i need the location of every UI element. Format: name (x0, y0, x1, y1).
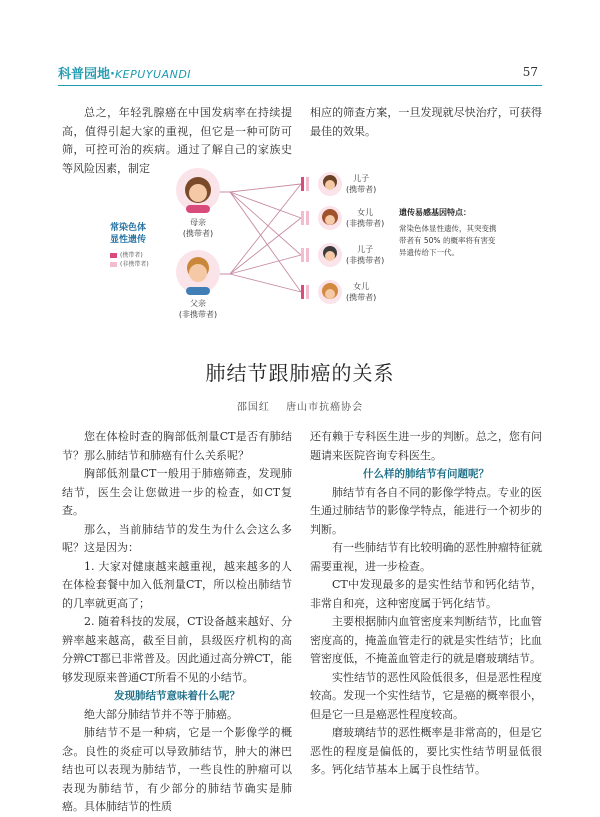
child-name: 儿子 (353, 174, 370, 183)
carrier-swatch (110, 253, 117, 258)
legend-title-line2: 显性遗传 (110, 235, 147, 245)
paragraph: 您在体检时查的胸部低剂量CT是否有肺结节？那么肺结节和肺癌有什么关系呢？ (62, 430, 292, 462)
chromosome-markers (301, 177, 309, 299)
intro-left-paragraph: 总之，年轻乳腺癌在中国发病率在持续提高，值得引起大家的重视，但它是一种可防可筛，可控可治的疾病。通过了解自己的家族史等风险因素，制定 (62, 106, 292, 175)
child-status: (携带者) (346, 293, 377, 302)
paragraph: 磨玻璃结节的恶性概率是非常高的，但是它恶性的程度是偏低的，要比实性结节明显低很多。钙化结节基本上属于良性结节。 (310, 726, 542, 776)
child-label-4 (346, 281, 376, 303)
feature-text: 常染色体显性遗传，其突变携带者有 50% 的概率将有害变异遗传给下一代。 (399, 224, 497, 257)
child-name: 儿子 (357, 245, 374, 254)
child-label-2 (346, 207, 384, 229)
subheading: 发现肺结节意味着什么呢？ (114, 690, 240, 702)
paragraph: 还有赖于专科医生进一步的判断。总之，您有问题请来医院咨询专科医生。 (310, 430, 542, 462)
legend-carrier-label: (携带者) (120, 252, 143, 259)
paragraph: 主要根据肺内血管密度来判断结节，比血管密度高的，掩盖血管走行的就是实性结节；比血管密度低，不掩盖血管走行的就是磨玻璃结节。 (310, 615, 542, 665)
mother-status: (携带者) (182, 229, 214, 238)
paragraph: 有一些肺结节有比较明确的恶性肿瘤特征就需要重视，进一步检查。 (310, 541, 542, 573)
article-title: 肺结节跟肺癌的关系 (205, 361, 395, 385)
paragraph: 肺结节不是一种病，它是一个影像学的概念。良性的炎症可以导致肺结节，肿大的淋巴结也可以表现为肺结节，一些良性的肿瘤可以表现为肺结节，有少部分的肺结节确实是肺癌。具体肺结节的性质 (62, 726, 292, 813)
father-status: (非携带者) (178, 310, 218, 319)
legend-carrier (110, 250, 143, 259)
father-avatar-icon (176, 250, 220, 295)
child-status: (非携带者) (346, 256, 385, 265)
mother-avatar-icon (176, 168, 220, 213)
section-title: 科普园地·KEPUYUANDI (58, 67, 192, 82)
subheading: 什么样的肺结节有问题呢？ (363, 468, 489, 480)
father-name: 父亲 (190, 299, 206, 308)
daughter-carrier-avatar-icon (318, 280, 342, 304)
child-label-3 (346, 244, 384, 266)
legend-title-line1: 常染色体 (110, 223, 147, 233)
article-right-column (310, 428, 542, 780)
noncarrier-swatch (110, 262, 117, 267)
intro-right-column (310, 104, 542, 141)
byline (0, 398, 600, 413)
father-label (173, 298, 223, 320)
intro-right-paragraph: 相应的筛查方案，一旦发现就尽快治疗，可获得最佳的效果。 (310, 106, 542, 138)
section-title-text: 科普园地 (58, 67, 111, 82)
daughter-noncarrier-avatar-icon (318, 206, 342, 230)
paragraph: 胸部低剂量CT一般用于肺癌筛查，发现肺结节，医生会让您做进一步的检查，如CT复查。 (62, 467, 292, 517)
header-divider (58, 85, 542, 86)
paragraph: 1. 大家对健康越来越重视，越来越多的人在体检套餐中加入低剂量CT，所以检出肺结节的几率就更高了； (62, 559, 292, 610)
article-left-column (62, 428, 292, 817)
mother-name: 母亲 (190, 218, 206, 227)
child-status: (携带者) (346, 185, 377, 194)
paragraph: 那么，当前肺结节的发生为什么会这么多呢？这是因为： (62, 522, 292, 554)
child-name: 女儿 (353, 282, 370, 291)
son-carrier-avatar-icon (318, 172, 342, 196)
paragraph: 实性结节的恶性风险低很多，但是恶性程度较高。发现一个实性结节，它是癌的概率很小，但是它一旦是癌恶性程度较高。 (310, 670, 542, 721)
author-affiliation: 唐山市抗癌协会 (286, 402, 364, 413)
paragraph: 肺结节有各自不同的影像学特点。专业的医生通过肺结节的影像学特点，能进行一个初步的判断。 (310, 485, 542, 536)
child-label-1 (346, 173, 376, 195)
feature-title: 遗传易感基因特点： (399, 208, 471, 217)
legend-noncarrier-label: (非携带者) (120, 261, 149, 268)
mother-label (178, 217, 218, 239)
child-name: 女儿 (357, 208, 374, 217)
son-noncarrier-avatar-icon (318, 243, 342, 267)
paragraph: 绝大部分肺结节并不等于肺癌。 (84, 707, 238, 721)
page-number: 57 (522, 65, 538, 79)
legend-noncarrier (110, 259, 149, 268)
paragraph: CT中发现最多的是实性结节和钙化结节，非常自和亮，这种密度属于钙化结节。 (310, 578, 542, 610)
inheritance-diagram (98, 160, 508, 325)
paragraph: 2. 随着科技的发展，CT设备越来越好、分辨率越来越高，截至目前，县级医疗机构的高分辨CT都已非常普及。因此通过高分辨CT，能够发现原来普通CT所看不见的小结节。 (62, 615, 292, 684)
section-subtitle: KEPUYUANDI (114, 68, 192, 81)
author-name: 邵国红 (236, 402, 270, 413)
child-status: (非携带者) (346, 219, 385, 228)
legend-title (110, 222, 146, 246)
